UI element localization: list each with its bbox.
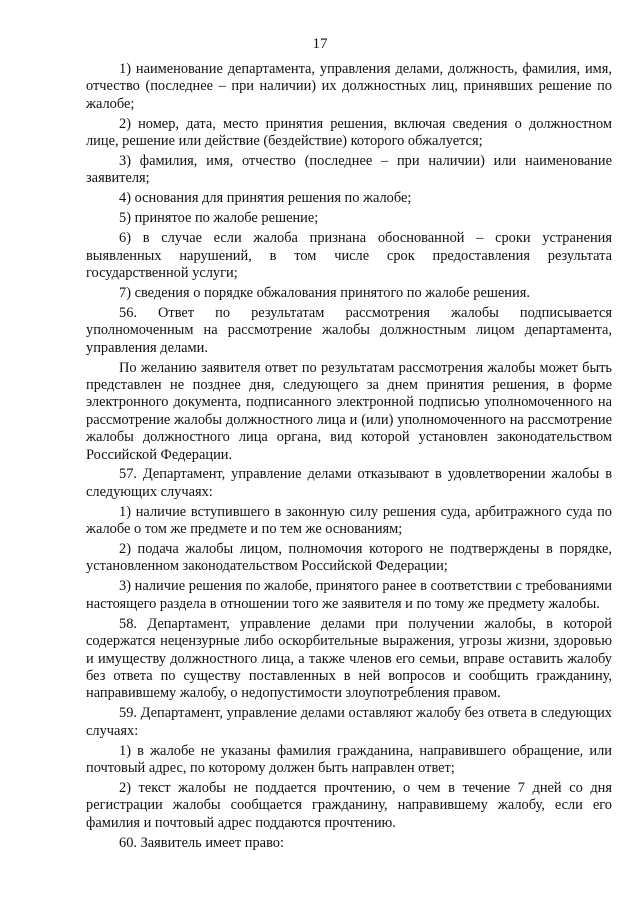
paragraph: 1) наличие вступившего в законную силу решения суда, арбитражного суда по жалобе о том же предмете и по тем же основаниям; [86,503,612,538]
paragraph: 3) наличие решения по жалобе, принятого ранее в соответствии с требованиями настоящего раздела в отношении того же заявителя и по тому же предмету жалобы. [86,578,612,612]
paragraph: 6) в случае если жалоба признана обоснованной – сроки устранения выявленных нарушений, в том числе срок предоставления результата государственной услуги; [86,230,612,281]
paragraph: 60. Заявитель имеет право: [119,834,284,851]
paragraph: 3) фамилия, имя, отчество (последнее – при наличии) или наименование заявителя; [86,153,612,187]
paragraph: 58. Департамент, управление делами при получении жалобы, в которой содержатся нецензурные либо оскорбительные выражения, угрозы жизни, здоровью и имуществу должностного лица, а также членов его семьи, вправе оставить жалобу без ответа по существу поставленных в ней вопросов и сообщить гражданину, направившему жалобу, о недопустимости злоупотребления правом. [86,615,612,702]
paragraph: 56. Ответ по результатам рассмотрения жалобы подписывается уполномоченным на рассмотрение жалобы должностным лицом департамента, управления делами. [86,304,612,356]
paragraph: 2) текст жалобы не поддается прочтению, о чем в течение 7 дней со дня регистрации жалобы сообщается гражданину, направившему жалобу, если его фамилия и почтовый адрес поддаются прочтению. [86,779,612,831]
paragraph: 1) в жалобе не указаны фамилия гражданина, направившего обращение, или почтовый адрес, по которому должен быть направлен ответ; [86,742,612,776]
paragraph: 4) основания для принятия решения по жалобе; [119,190,412,207]
paragraph: 2) подача жалобы лицом, полномочия которого не подтверждены в порядке, установленном законодательством Российской Федерации; [86,541,612,575]
paragraph: 1) наименование департамента, управления делами, должность, фамилия, имя, отчество (последнее – при наличии) их должностных лиц, принявших решение по жалобе; [86,61,612,112]
page-number: 17 [312,36,328,52]
paragraph: 59. Департамент, управление делами оставляют жалобу без ответа в следующих случаях: [86,705,612,739]
document-body [86,61,612,852]
paragraph: По желанию заявителя ответ по результатам рассмотрения жалобы может быть представлен не позднее дня, следующего за днем принятия решения, в форме электронного документа, подписанного электронной подписью уполномоченного на рассмотрение жалобы должностного лица и (или) уполномоченного на рассмотрение жалобы должностного лица органа, вид которой установлен законодательством Российской Федерации. [86,359,612,463]
paragraph: 2) номер, дата, место принятия решения, включая сведения о должностном лице, решение или действие (бездействие) которого обжалуется; [86,115,612,150]
paragraph: 7) сведения о порядке обжалования принятого по жалобе решения. [119,284,530,301]
paragraph: 57. Департамент, управление делами отказывают в удовлетворении жалобы в следующих случаях: [86,466,612,500]
paragraph: 5) принятое по жалобе решение; [119,210,319,227]
